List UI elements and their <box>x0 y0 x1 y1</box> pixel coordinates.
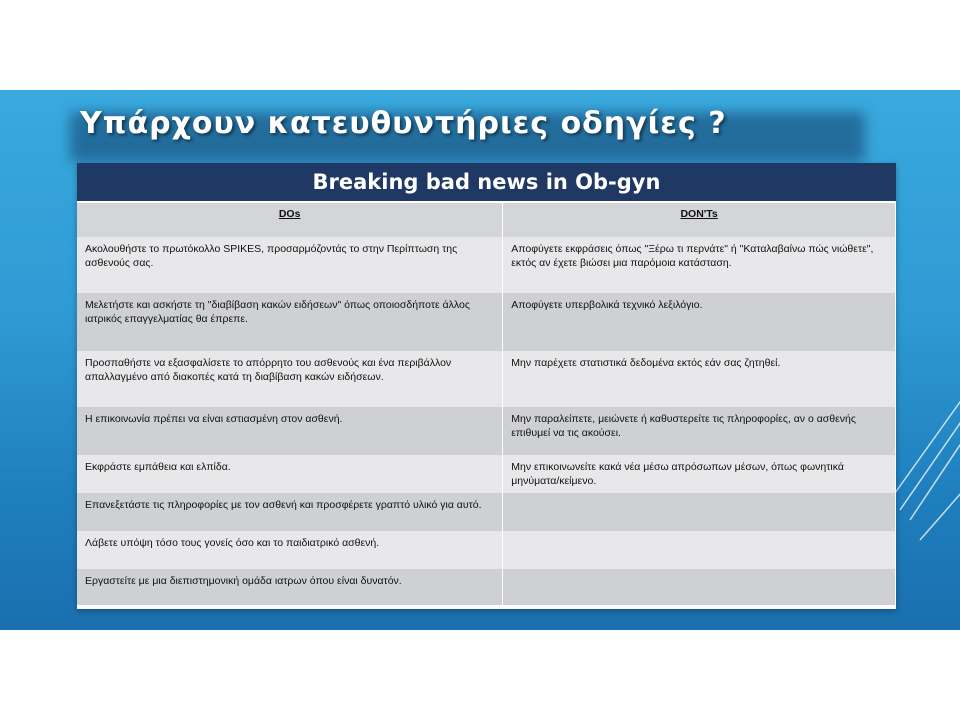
dont-cell: Μην παρέχετε στατιστικά δεδομένα εκτός εάν σας ζητηθεί. <box>503 351 896 407</box>
table-row <box>77 407 896 455</box>
table-row <box>77 569 896 605</box>
do-cell: Λάβετε υπόψη τόσο τους γονείς όσο και το παιδιατρικό ασθενή. <box>77 531 503 569</box>
do-cell: Μελετήστε και ασκήστε τη "διαβίβαση κακών ειδήσεων" όπως οποιοσδήποτε άλλος ιατρικός επαγγελματίας θα έπρεπε. <box>77 293 503 351</box>
table-header-row <box>77 203 896 237</box>
dont-cell <box>503 531 896 569</box>
table-row <box>77 531 896 569</box>
guidelines-table <box>77 163 896 609</box>
do-cell: Η επικοινωνία πρέπει να είναι εστιασμένη στον ασθενή. <box>77 407 503 455</box>
slide-title: Υπάρχουν κατευθυντήριες οδηγίες ? <box>80 106 727 141</box>
do-cell: Ακολουθήστε το πρωτόκολλο SPIKES, προσαρμόζοντάς το στην Περίπτωση της ασθενούς σας. <box>77 237 503 293</box>
do-cell: Προσπαθήστε να εξασφαλίσετε το απόρρητο του ασθενούς και ένα περιβάλλον απαλλαγμένο από διακοπές κατά τη διαβίβαση κακών ειδήσεων. <box>77 351 503 407</box>
do-cell: Εργαστείτε με μια διεπιστημονική ομάδα ιατρων όπου είναι δυνατόν. <box>77 569 503 605</box>
dos-donts-table <box>77 203 896 605</box>
header-donts: DON'Ts <box>503 203 896 237</box>
table-row <box>77 237 896 293</box>
dont-cell <box>503 493 896 531</box>
dont-cell <box>503 569 896 605</box>
header-dos: DOs <box>77 203 503 237</box>
dont-cell: Αποφύγετε υπερβολικά τεχνικό λεξιλόγιο. <box>503 293 896 351</box>
dont-cell: Μην παραλείπετε, μειώνετε ή καθυστερείτε τις πληροφορίες, αν ο ασθενής επιθυμεί να τις ακούσει. <box>503 407 896 455</box>
table-row <box>77 351 896 407</box>
table-row <box>77 493 896 531</box>
dont-cell: Μην επικοινωνείτε κακά νέα μέσω απρόσωπων μέσων, όπως φωνητικά μηνύματα/κείμενο. <box>503 455 896 493</box>
table-row <box>77 455 896 493</box>
table-row <box>77 293 896 351</box>
do-cell: Επανεξετάστε τις πληροφορίες με τον ασθενή και προσφέρετε γραπτό υλικό για αυτό. <box>77 493 503 531</box>
dont-cell: Αποφύγετε εκφράσεις όπως "Ξέρω τι περνάτε" ή "Καταλαβαίνω πώς νιώθετε", εκτός αν έχετε βιώσει μια παρόμοια κατάσταση. <box>503 237 896 293</box>
table-title: Breaking bad news in Ob-gyn <box>77 163 896 203</box>
do-cell: Εκφράστε εμπάθεια και ελπίδα. <box>77 455 503 493</box>
slide <box>0 90 960 630</box>
